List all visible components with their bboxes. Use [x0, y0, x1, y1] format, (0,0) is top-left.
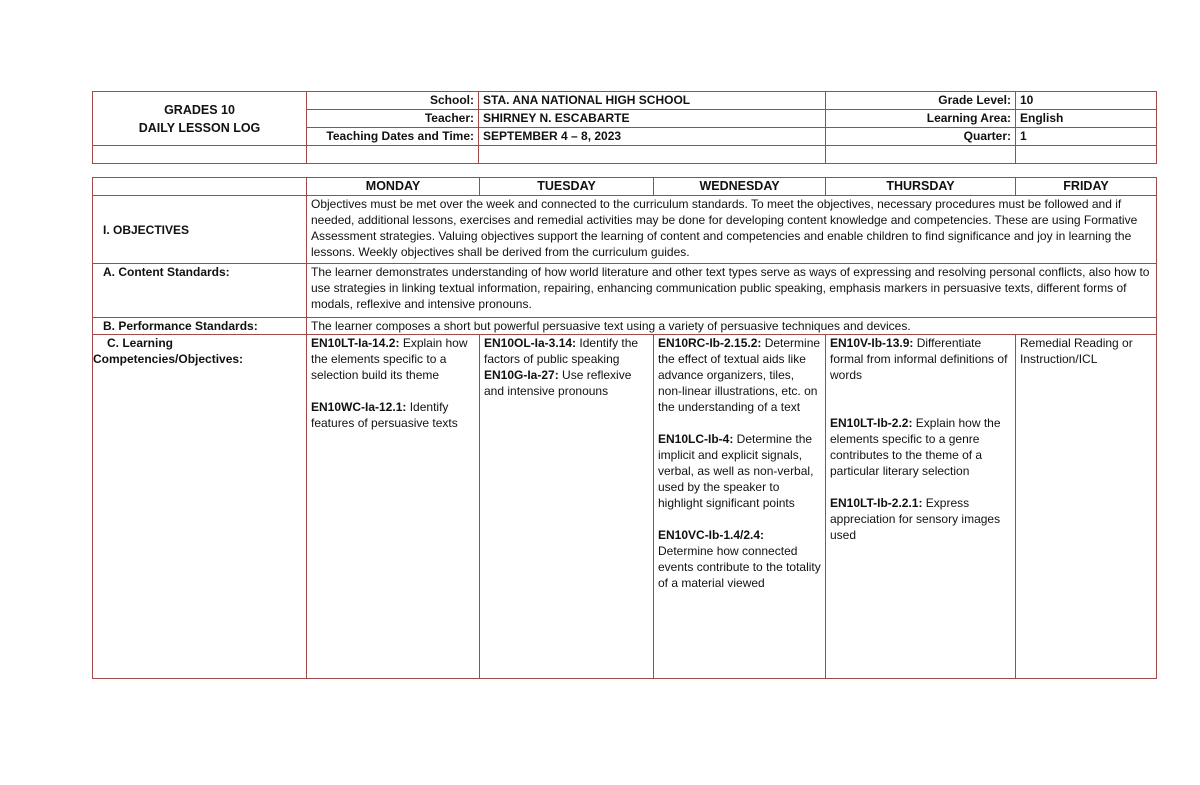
school-value: STA. ANA NATIONAL HIGH SCHOOL: [479, 92, 826, 110]
competency-code: EN10LT-Ib-2.2:: [830, 416, 913, 430]
competency-code: EN10LT-Ib-2.2.1:: [830, 496, 923, 510]
day-header-monday: MONDAY: [307, 178, 480, 196]
day-header-tuesday: TUESDAY: [480, 178, 654, 196]
learning-area-label: Learning Area:: [826, 110, 1016, 128]
competency-desc: Determine the effect of textual aids like advance organizers, tiles, non-linear illustrations, etc. on the understanding of a text: [658, 336, 821, 414]
empty-cell: [93, 178, 307, 196]
day-header-friday: FRIDAY: [1016, 178, 1157, 196]
empty-cell: [826, 146, 1016, 164]
competency-item: [830, 495, 1011, 543]
empty-cell: [307, 146, 479, 164]
competency-item: [658, 335, 821, 415]
competency-code: EN10OL-Ia-3.14:: [484, 336, 577, 350]
content-standards-text: The learner demonstrates understanding of how world literature and other text types serve as ways of expressing and resolving personal conflicts, also how to use strategies in linking textual information, repairing, enhancing communication public speaking, emphasis markers in persuasive texts, different forms of modals, reflexive and intensive pronouns.: [307, 264, 1157, 318]
document-title: [93, 92, 307, 146]
competency-code: EN10VC-Ib-1.4/2.4:: [658, 528, 765, 542]
competency-code: EN10G-Ia-27:: [484, 368, 559, 382]
competencies-label: [93, 335, 307, 679]
quarter-label: Quarter:: [826, 128, 1016, 146]
competency-desc: Differentiate formal from informal definitions of words: [830, 336, 1008, 382]
competency-item: [830, 415, 1011, 479]
dates-label: Teaching Dates and Time:: [307, 128, 479, 146]
empty-cell: [93, 146, 307, 164]
dates-value: SEPTEMBER 4 – 8, 2023: [479, 128, 826, 146]
competency-item: [830, 335, 1011, 383]
competency-desc: Determine the implicit and explicit signals, verbal, as well as non-verbal, used by the speaker to highlight significant points: [658, 432, 814, 510]
competency-item: [658, 527, 821, 591]
performance-standards-label: B. Performance Standards:: [93, 318, 307, 335]
competency-item: [484, 367, 649, 399]
content-standards-label: A. Content Standards:: [93, 264, 307, 318]
monday-competencies: [307, 335, 480, 679]
day-header-thursday: THURSDAY: [826, 178, 1016, 196]
grade-level-label: Grade Level:: [826, 92, 1016, 110]
teacher-label: Teacher:: [307, 110, 479, 128]
competencies-label-line1: C. Learning: [107, 336, 174, 350]
quarter-value: 1: [1016, 128, 1157, 146]
tuesday-competencies: [480, 335, 654, 679]
competency-code: EN10RC-Ib-2.15.2:: [658, 336, 762, 350]
learning-area-value: English: [1016, 110, 1157, 128]
competency-item: [658, 431, 821, 511]
performance-standards-text: The learner composes a short but powerful persuasive text using a variety of persuasive techniques and devices.: [307, 318, 1157, 335]
objectives-label: I. OBJECTIVES: [93, 196, 307, 264]
thursday-competencies: [826, 335, 1016, 679]
competency-item: [311, 335, 475, 383]
competency-desc: Express appreciation for sensory images used: [830, 496, 1001, 542]
competency-desc: Explain how the elements specific to a selection build its theme: [311, 336, 468, 382]
empty-cell: [1016, 146, 1157, 164]
competency-code: EN10LC-Ib-4:: [658, 432, 734, 446]
school-label: School:: [307, 92, 479, 110]
competency-desc: Determine how connected events contribute to the totality of a material viewed: [658, 544, 821, 590]
competency-code: EN10WC-Ia-12.1:: [311, 400, 407, 414]
friday-competencies: Remedial Reading or Instruction/ICL: [1016, 335, 1157, 679]
competency-desc: Use reflexive and intensive pronouns: [484, 368, 632, 398]
competency-desc: Explain how the elements specific to a genre contributes to the theme of a particular literary selection: [830, 416, 1001, 478]
title-line2: DAILY LESSON LOG: [138, 120, 261, 135]
objectives-text: Objectives must be met over the week and connected to the curriculum standards. To meet the objectives, necessary procedures must be followed and if needed, additional lessons, exercises and remedial activities may be done for developing content knowledge and competencies. These are using Formative Assessment strategies. Valuing objectives support the learning of content and competencies and enable children to find significance and joy in learning the lessons. Weekly objectives shall be derived from the curriculum guides.: [307, 196, 1157, 264]
title-line1: GRADES 10: [164, 102, 235, 117]
competency-desc: Identify features of persuasive texts: [311, 400, 458, 430]
lesson-log-table: [92, 177, 1157, 679]
teacher-value: SHIRNEY N. ESCABARTE: [479, 110, 826, 128]
empty-cell: [479, 146, 826, 164]
header-table: [92, 91, 1157, 164]
wednesday-competencies: [654, 335, 826, 679]
competencies-label-line2: Competencies/Objectives:: [93, 352, 244, 366]
grade-level-value: 10: [1016, 92, 1157, 110]
competency-code: EN10V-Ib-13.9:: [830, 336, 914, 350]
competency-item: [484, 335, 649, 367]
competency-code: EN10LT-Ia-14.2:: [311, 336, 400, 350]
competency-item: [311, 399, 475, 431]
day-header-wednesday: WEDNESDAY: [654, 178, 826, 196]
competency-desc: Identify the factors of public speaking: [484, 336, 639, 366]
